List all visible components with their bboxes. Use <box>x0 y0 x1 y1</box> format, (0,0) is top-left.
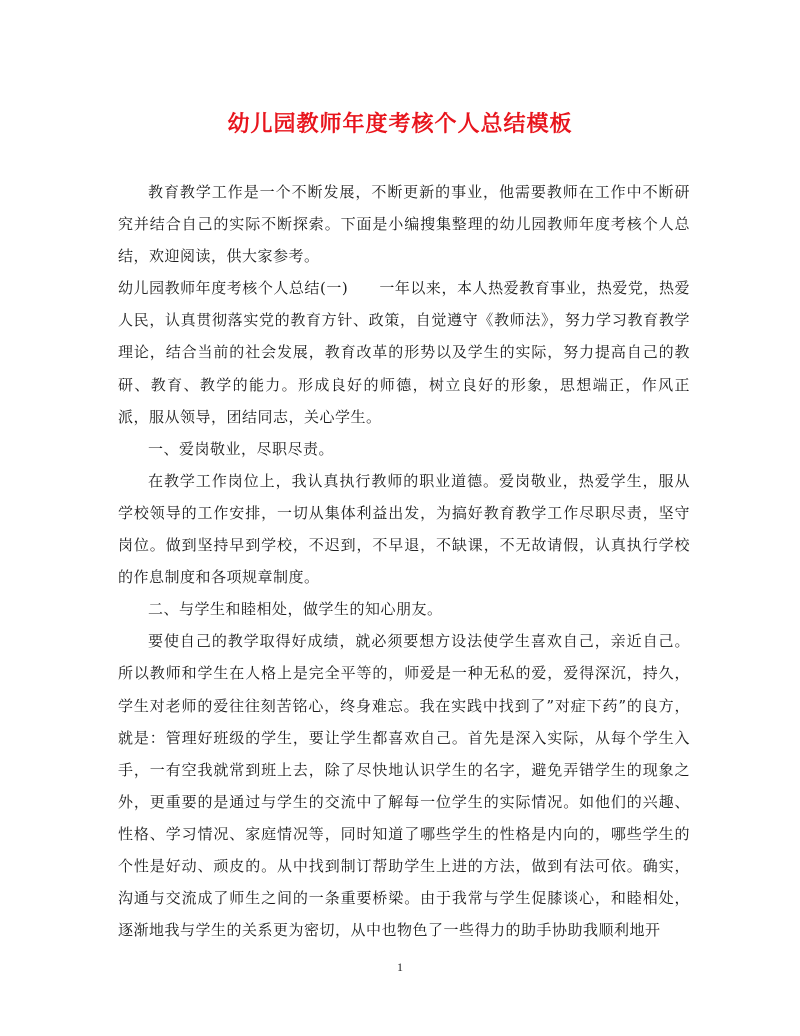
paragraph-dedication: 在教学工作岗位上，我认真执行教师的职业道德。爱岗敬业，热爱学生，服从学校领导的工作安排，一切从集体利益出发，为搞好教育教学工作尽职尽责，坚守岗位。做到坚持早到学校，不迟到，不早退，不缺课，不无故请假，认真执行学校的作息制度和各项规章制度。 <box>118 471 690 587</box>
paragraph-students: 要使自己的教学取得好成绩，就必须要想方设法使学生喜欢自己，亲近自己。所以教师和学生在人格上是完全平等的，师爱是一种无私的爱，爱得深沉，持久，学生对老师的爱往往刻苦铭心，终身难忘。我在实践中找到了”对症下药”的良方，就是：管理好班级的学生，要让学生都喜欢自己。首先是深入实际，从每个学生入手，一有空我就常到班上去，除了尽快地认识学生的名字，避免弄错学生的现象之外，更重要的是通过与学生的交流中了解每一位学生的实际情况。如他们的兴趣、性格、学习情况、家庭情况等，同时知道了哪些学生的性格是内向的，哪些学生的个性是好动、顽皮的。从中找到制订帮助学生上进的方法，做到有法可依。确实，沟通与交流成了师生之间的一条重要桥梁。由于我常与学生促膝谈心，和睦相处，逐渐地我与学生的关系更为密切，从中也物色了一些得力的助手协助我顺利地开 <box>118 632 690 940</box>
document-body <box>118 176 690 946</box>
section-heading-one: 一、爱岗敬业，尽职尽责。 <box>148 439 335 458</box>
paragraph-intro: 教育教学工作是一个不断发展，不断更新的事业，他需要教师在工作中不断研究并结合自己的实际不断探索。下面是小编搜集整理的幼儿园教师年度考核个人总结，欢迎阅读，供大家参考。 <box>118 183 690 266</box>
paragraph-summary-one: 幼儿园教师年度考核个人总结(一) 一年以来，本人热爱教育事业，热爱党，热爱人民，认真贯彻落实党的教育方针、政策，自觉遵守《教师法》，努力学习教育教学理论，结合当前的社会发展，教育改革的形势以及学生的实际，努力提高自己的教研、教育、教学的能力。形成良好的师德，树立良好的形象，思想端正，作风正派，服从领导，团结同志，关心学生。 <box>118 279 690 426</box>
document-title: 幼儿园教师年度考核个人总结模板 <box>227 111 573 137</box>
section-heading-two: 二、与学生和睦相处，做学生的知心朋友。 <box>148 600 443 619</box>
page-number: 1 <box>397 960 403 974</box>
